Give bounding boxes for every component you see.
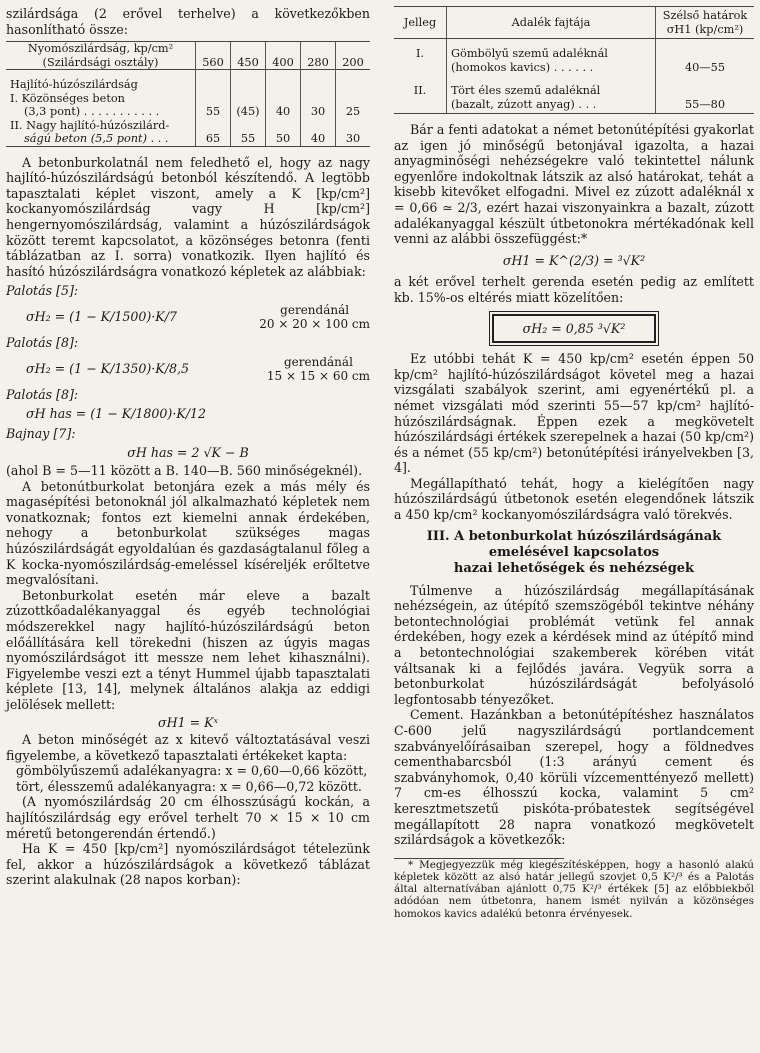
formula: σH₂ = (1 − K/1500)·K/7 (26, 309, 177, 325)
t1-row1-label-1: I. Közönséges beton (10, 91, 125, 105)
left-column (6, 6, 370, 888)
formula-row (6, 355, 370, 383)
paragraph: gömbölyűszemű adalékanyagra: x = 0,60—0,66 között, (16, 763, 368, 779)
boxed-formula: σH₂ = 0,85 ³√K² (492, 314, 656, 344)
t2-cell: Gömbölyű szemű adaléknál (451, 47, 608, 60)
section-heading-line: hazai lehetőségek és nehézségek (453, 560, 695, 576)
t2-cell: Tört éles szemű adaléknál (451, 84, 601, 97)
t1-header-value: 400 (266, 42, 301, 70)
t1-row1-value: 25 (336, 92, 371, 119)
formula: σH1 = Kˣ (157, 714, 219, 730)
t2-cell: 55—80 (656, 76, 755, 114)
t2-cell: II. (394, 76, 447, 114)
formula-row (6, 303, 370, 331)
t1-row2-value: 30 (336, 119, 371, 147)
formula-note: gerendánál (284, 354, 353, 369)
t1-header-value: 560 (196, 42, 231, 70)
t1-row1-value: 30 (301, 92, 336, 119)
t1-header-value: 200 (336, 42, 371, 70)
formula-author: Bajnay [7]: (6, 425, 76, 441)
t1-row2-label-2: ságú beton (5,5 pont) . . . (24, 132, 169, 146)
paragraph: Túlmenve a húzószilárdság megállapításának nehézségein, az útépítő szemszögéből tekintve néhány betontechnológiai problémát vetünk fel annak érdekében, hogy ezek a kérdések mind az útépítő mind a betontechnológiai szakemberek körében vitát váltsanak ki a fejlődés javára. Vegyük sorra a betonburkolat húzószilárdságát befolyásoló legfontosabb tényezőket. (394, 582, 754, 707)
paragraph: Ha K = 450 [kp/cm²] nyomószilárdságot tételezünk fel, akkor a húzószilárdságok a következő táblázat szerint alakulnak (28 napos korban): (6, 841, 370, 888)
paragraph: a két erővel terhelt gerenda esetén pedig az említett kb. 15%-os eltérés miatt közelítően: (394, 274, 754, 305)
t1-row1-value: 40 (266, 92, 301, 119)
t2-header: Szélső határok (662, 9, 748, 22)
section-heading-line: III. A betonburkolat húzószilárdságának (426, 528, 722, 544)
t2-header: σH1 (kp/cm²) (666, 22, 744, 36)
paragraph: (A nyomószilárdság 20 cm élhosszúságú kockán, a hajlítószilárdság egy erővel terhelt 70 × 15 × 10 cm méretű betongerendán értendő.) (6, 794, 370, 841)
t1-row2-value: 40 (301, 119, 336, 147)
t1-header-label-2: (Szilárdsági osztály) (42, 55, 159, 69)
t1-header-value: 280 (301, 42, 336, 70)
formula-row (6, 406, 370, 422)
t2-cell: (bazalt, zúzott anyag) . . . (451, 97, 597, 111)
paragraph: Ez utóbbi tehát K = 450 kp/cm² esetén éppen 50 kp/cm² hajlító-húzószilárdságot követel meg a hazai vizsgálati szabályok szerint, ami egyenértékű pl. a német vizsgálati mód szerinti 55—57 kp/cm² hajlító-húzószilárdságnak. Éppen ezek a megkövetelt húzószilárdsági értékek szerepelnek a hazai (50 kp/cm²) és a német (55 kp/cm²) betonútépítési irányelvekben [3, 4]. (394, 351, 754, 476)
t2-cell: 40—55 (656, 39, 755, 77)
section-heading (394, 529, 754, 577)
t1-row2-label-1: II. Nagy hajlító-húzószilárd- (10, 118, 170, 132)
t2-header: Adalék fajtája (447, 7, 656, 39)
paragraph: tört, élesszemű adalékanyagra: x = 0,66—0,72 között. (16, 778, 362, 794)
t1-row2-value: 65 (196, 119, 231, 147)
t2-cell: I. (415, 47, 425, 60)
right-column (394, 6, 754, 920)
paragraph: Betonburkolat esetén már eleve a bazalt zúzottkőadalékanyaggal és egyéb technológiai módszerekkel nagy hajlító-húzószilárdságú beton előállítására kell törekedni (hiszen az úgyis magas nyomószilárdságot itt messze nem lehet kihasználni). Figyelembe veszi ezt a tényt Hummel újabb tapasztalati képlete [13, 14], melynek általános alakja az eddigi jelölések mellett: (6, 587, 370, 712)
t2-header: Jelleg (394, 7, 447, 39)
t1-row1-value: 55 (196, 92, 231, 119)
formula: σH has = 2 √K − B (127, 445, 249, 461)
t1-row2-value: 50 (266, 119, 301, 147)
paragraph: A beton minőségét az x kitevő változtatásával veszi figyelembe, a következő tapasztalati értékeket kapta: (6, 732, 370, 763)
t1-section-label: Hajlító-húzószilárdság (6, 70, 196, 92)
paragraph: Megállapítható tehát, hogy a kielégítően nagy húzószilárdságú útbetonok esetén elegendőnek látszik a 450 kp/cm² kockanyomószilárdságra való törekvés. (394, 475, 754, 523)
strength-comparison-table (6, 41, 370, 147)
formula: σH has = (1 − K/1800)·K/12 (26, 406, 207, 422)
formula-author: Palotás [5]: (6, 283, 79, 299)
formula-note: gerendánál (280, 303, 350, 318)
t1-row1-value: (45) (231, 92, 266, 119)
formula-author: Palotás [8]: (6, 335, 79, 351)
t1-row1-label-2: (3,3 pont) . . . . . . . . . . . (24, 105, 160, 119)
t1-row2-value: 55 (231, 119, 266, 147)
formula-author: Palotás [8]: (6, 386, 79, 402)
t1-header-label-1: Nyomószilárdság, kp/cm² (27, 42, 174, 56)
paragraph: Cement. Hazánkban a betonútépítéshez használatos C-600 jelű nagyszilárdságú portlandcement szabványelőírásaiban szerepel, hogy a földnedves cementhabarcsból (1:3 arányú cement és szabványhomok, 0,40 körüli vízcementtényező mellett) 7 cm-es élhosszú kocka, valamint 5 cm² keresztmetszetű piskóta-próbatestek segítségével megállapított 28 napra vonatkozó megkövetelt szilárdságok a következők: (394, 707, 754, 848)
paragraph: A betonútburkolat betonjára ezek a más mély és magasépítési betonoknál jól alkalmazható képletek nem vonatkoznak; fontos ezt kiemelni annak érdekében, nehogy a betonburkolat szükséges magas húzószilárdságát egyoldalúan és gazdaságtalanul főleg a K kocka-nyomószilárdság-emeléssel kíséreljék erőltetve megvalósítani. (6, 478, 370, 588)
intro-text: szilárdsága (2 erővel terhelve) a következőkben hasonlítható össze: (6, 6, 370, 37)
formula-note: 20 × 20 × 100 cm (259, 317, 370, 332)
t1-header-value: 450 (231, 42, 266, 70)
formula: σH₂ = (1 − K/1350)·K/8,5 (26, 360, 189, 376)
t2-cell: (homokos kavics) . . . . . . (451, 60, 594, 74)
paragraph: Bár a fenti adatokat a német betonútépítési gyakorlat az igen jó minőségű betonjával igazolta, a hazai anyagminőségi nehézségekre való tekintettel nálunk egyenlőre indokoltnak látszik az alsó határokat, tehát a kisebb kitevőket elfogadni. Mivel ez zúzott adaléknál x = 0,66 ≃ 2/3, ezért hazai viszonyainkra a bazalt, zúzott adalékanyaggal készült útbetonokra mértékadónak kell venni az alábbi összefüggést:* (394, 122, 754, 247)
aggregate-limits-table (394, 6, 754, 114)
formula: σH1 = K^(2/3) = ³√K² (502, 252, 646, 268)
paragraph: A betonburkolatnál nem feledhető el, hogy az nagy hajlító-húzószilárdságú betonból készítendő. A legtöbb tapasztalati képlet viszont, amely a K [kp/cm²] kockanyomószilárdság vagy H [kp/cm²] hengernyomószilárdság, valamint a húzószilárdságok között teremt kapcsolatot, a közönséges betonra (fenti táblázatban az I. sorra) vonatkozik. Ilyen hajlító és hasító húzószilárdságra vonatkozó képletek az alábbiak: (6, 154, 370, 279)
formula-note: 15 × 15 × 60 cm (266, 368, 370, 383)
section-heading-line: emelésével kapcsolatos (488, 544, 660, 560)
footnote: * Megjegyezzük még kiegészítésképpen, hogy a hasonló alakú képletek között az alsó határ jellegű szovjet 0,5 K²/³ és a Palotás által alternatívában ajánlott 0,75 K²/³ értékek [5] az előbbiekből adódóan nem útbetonra, hanem ismét nyilván a közönséges homokos kavics adalékú betonra érvényesek. (394, 858, 754, 920)
paragraph: (ahol B = 5—11 között a B. 140—B. 560 minőségeknél). (6, 463, 363, 478)
